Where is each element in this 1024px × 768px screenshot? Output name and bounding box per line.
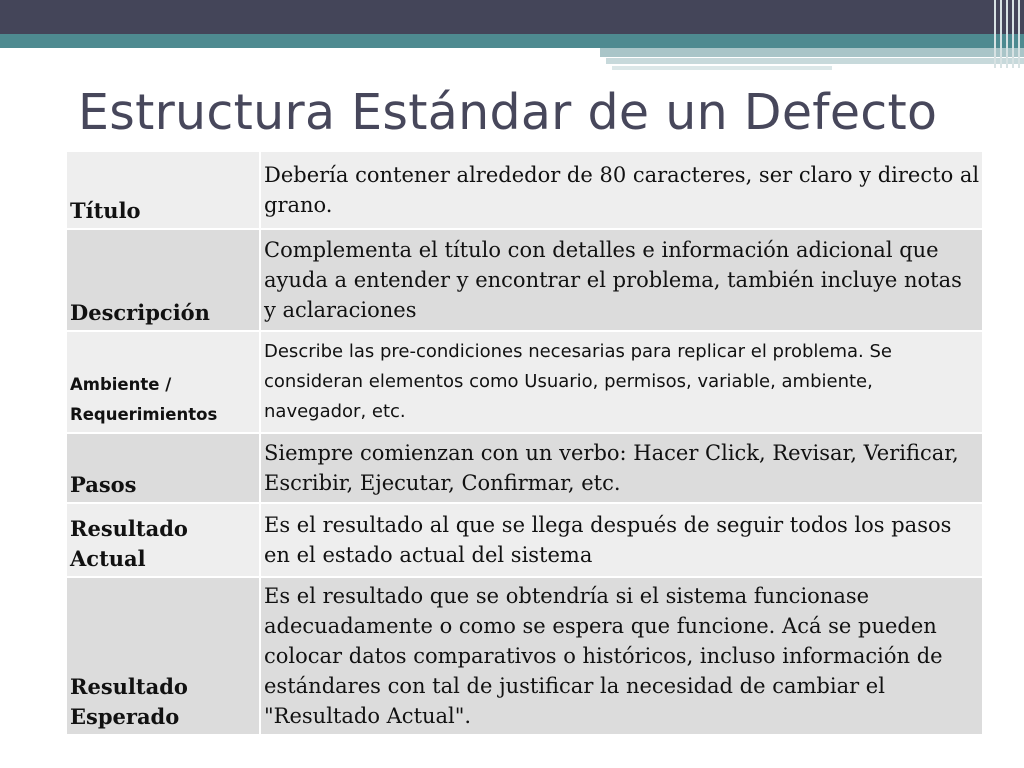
table-row [67, 330, 982, 432]
header-band-light [600, 48, 1024, 57]
row-label: Resultado Esperado [67, 576, 261, 734]
row-label: Descripción [67, 228, 261, 330]
row-description: Describe las pre-condiciones necesarias para replicar el problema. Se consideran elementos como Usuario, permisos, variable, ambiente, navegador, etc. [261, 330, 982, 432]
row-description: Es el resultado que se obtendría si el sistema funcionase adecuadamente o como se espera que funcione. Acá se pueden colocar datos comparativos o históricos, incluso información de estándares con tal de justificar la necesidad de cambiar el "Resultado Actual". [261, 576, 982, 734]
header-band-dark [0, 0, 1024, 34]
row-description: Complementa el título con detalles e información adicional que ayuda a entender y encontrar el problema, también incluye notas y aclaraciones [261, 228, 982, 330]
row-description: Siempre comienzan con un verbo: Hacer Click, Revisar, Verificar, Escribir, Ejecutar, Confirmar, etc. [261, 432, 982, 502]
slide-title: Estructura Estándar de un Defecto [78, 84, 938, 141]
row-label: Ambiente / Requerimientos [67, 330, 261, 432]
table-row [67, 502, 982, 576]
table-row [67, 576, 982, 734]
corner-decoration [990, 0, 1024, 68]
table-row [67, 432, 982, 502]
header-band-teal [0, 34, 1024, 48]
row-description: Es el resultado al que se llega después de seguir todos los pasos en el estado actual del sistema [261, 502, 982, 576]
row-label: Resultado Actual [67, 502, 261, 576]
header-band-light [612, 66, 832, 70]
defect-structure-table [67, 152, 982, 734]
row-label: Título [67, 152, 261, 228]
table-row [67, 228, 982, 330]
row-description: Debería contener alrededor de 80 caracteres, ser claro y directo al grano. [261, 152, 982, 228]
row-label: Pasos [67, 432, 261, 502]
header-band-light [606, 58, 1024, 64]
table-row [67, 152, 982, 228]
